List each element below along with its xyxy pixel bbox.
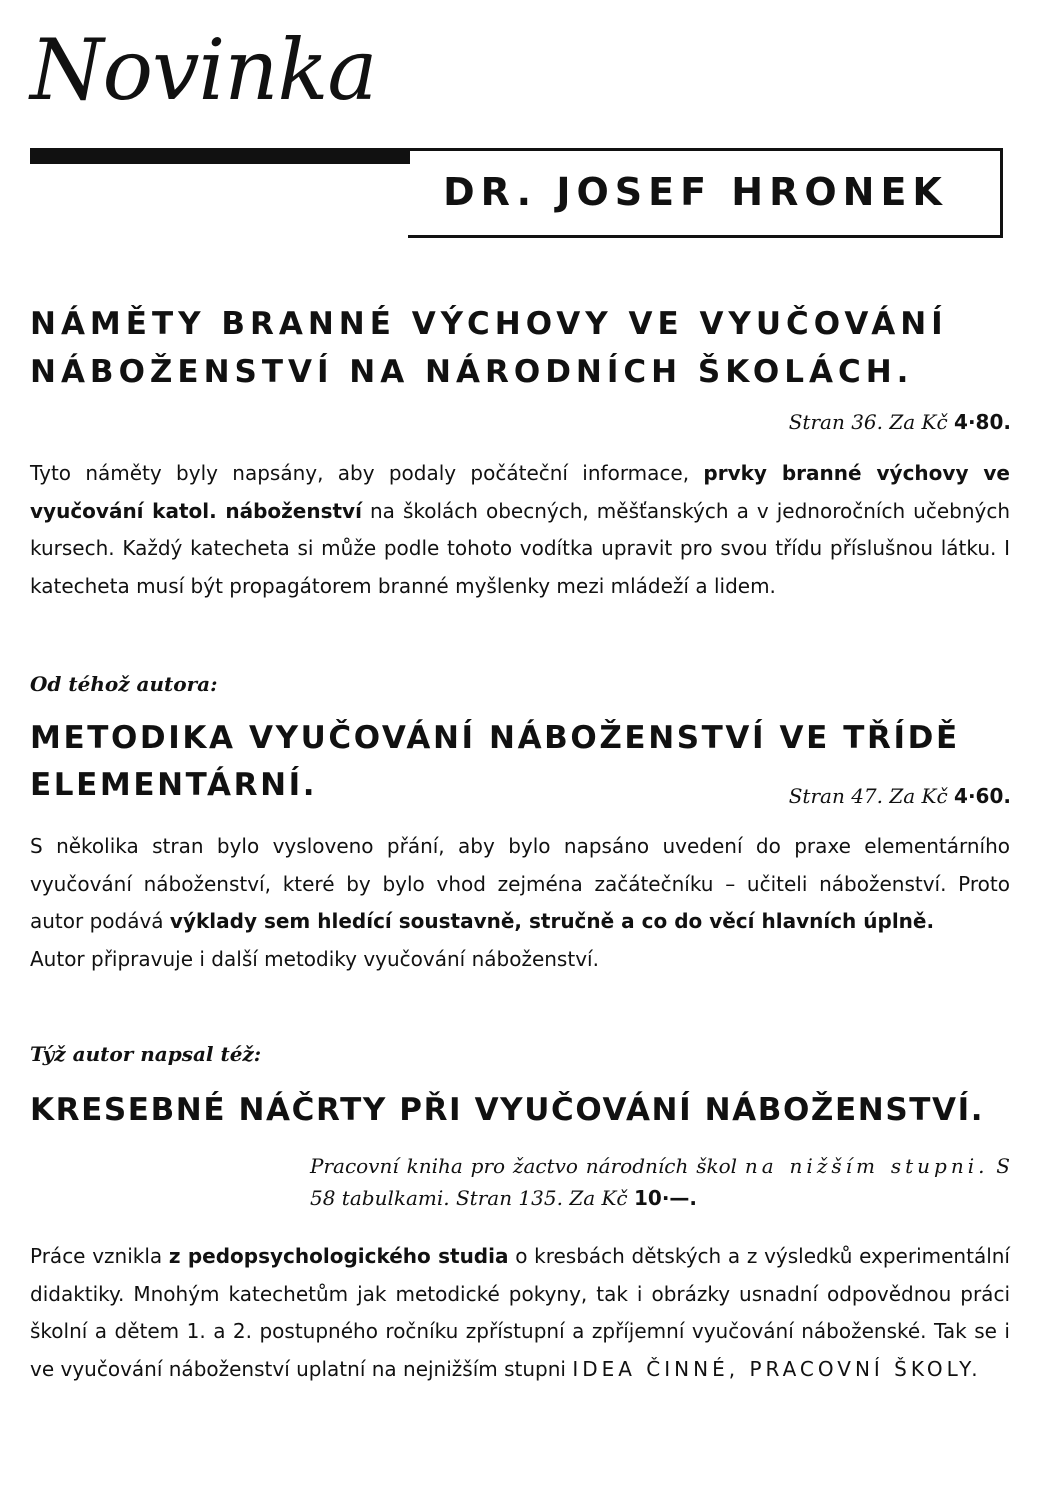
book2-desc-c: Autor připravuje i další metodiky vyučování náboženství. — [30, 946, 599, 971]
book1-title-line1: NÁMĚTY BRANNÉ VÝCHOVY VE VYUČOVÁNÍ — [30, 306, 948, 342]
book2-pages: Stran 47. Za Kč — [788, 784, 948, 808]
book2-desc-a: S několika stran bylo vysloveno přání, aby bylo napsáno uvedení do praxe elementárního vyučování náboženství, které by bylo vhod zejména začátečníku – učiteli náboženství. Proto autor podává — [30, 834, 1010, 933]
book3-meta — [310, 1150, 1010, 1214]
book3-meta-b: S 58 tabulkami. Stran 135. Za Kč — [310, 1154, 1011, 1210]
book1-meta — [789, 410, 1011, 434]
book2-title-line2: ELEMENTÁRNÍ. — [30, 766, 318, 803]
book1-title — [30, 300, 1010, 396]
masthead-title: Novinka — [30, 21, 377, 119]
book2-meta — [789, 784, 1011, 808]
book2-title-line1: METODIKA VYUČOVÁNÍ NÁBOŽENSTVÍ VE TŘÍDĚ — [30, 720, 960, 756]
book3-desc-bold: z pedopsychologického studia — [168, 1244, 509, 1268]
book3-meta-a: Pracovní kniha pro žactvo národních škol — [310, 1154, 745, 1178]
subhead-same-author: Od téhož autora: — [30, 672, 218, 696]
book1-price: 4·80. — [954, 410, 1011, 434]
book3-desc-spaced: IDEA ČINNÉ, PRACOVNÍ ŠKOLY. — [572, 1356, 982, 1381]
author-name: DR. JOSEF HRONEK — [443, 170, 948, 214]
book1-desc-bold: prvky branné výchovy ve vyučování katol. náboženství — [30, 461, 1010, 523]
book2-price: 4·60. — [954, 784, 1011, 808]
thick-rule — [30, 148, 410, 164]
book1-title-line2: NÁBOŽENSTVÍ NA NÁRODNÍCH ŠKOLÁCH. — [30, 354, 914, 391]
book1-description — [30, 455, 1010, 605]
book3-title: KRESEBNÉ NÁČRTY PŘI VYUČOVÁNÍ NÁBOŽENSTVÍ. — [30, 1092, 985, 1128]
subhead-also-wrote: Týž autor napsal též: — [30, 1042, 262, 1066]
book2-desc-bold: výklady sem hledící soustavně, stručně a co do věcí hlavních úplně. — [169, 909, 935, 933]
book3-meta-spaced: na nižším stupni. — [744, 1154, 989, 1178]
book1-desc-a: Tyto náměty byly napsány, aby podaly počáteční informace, — [30, 461, 704, 485]
book1-desc-c: na školách obecných, měšťanských a v jednoročních učebných kursech. Každý katecheta si může podle tohoto vodítka upravit pro svou třídu příslušnou látku. I katecheta musí být propagátorem branné myšlenky mezi mládeží a lidem. — [30, 498, 1011, 598]
book3-price: 10·—. — [634, 1186, 698, 1210]
book1-pages: Stran 36. Za Kč — [788, 410, 948, 434]
book3-desc-a: Práce vznikla — [30, 1244, 169, 1268]
book3-description — [30, 1238, 1010, 1388]
book2-description — [30, 828, 1010, 978]
book3-desc-b: o kresbách dětských a z výsledků experimentální didaktiky. Mnohým katechetům jak metodické pokyny, tak i obrázky usnadní odpovědnou práci školní a dětem 1. a 2. postupného ročníku zpřístupní a zpříjemní vyučování náboženské. Tak se i ve vyučování náboženství uplatní na nejnižším stupni — [30, 1244, 1010, 1381]
